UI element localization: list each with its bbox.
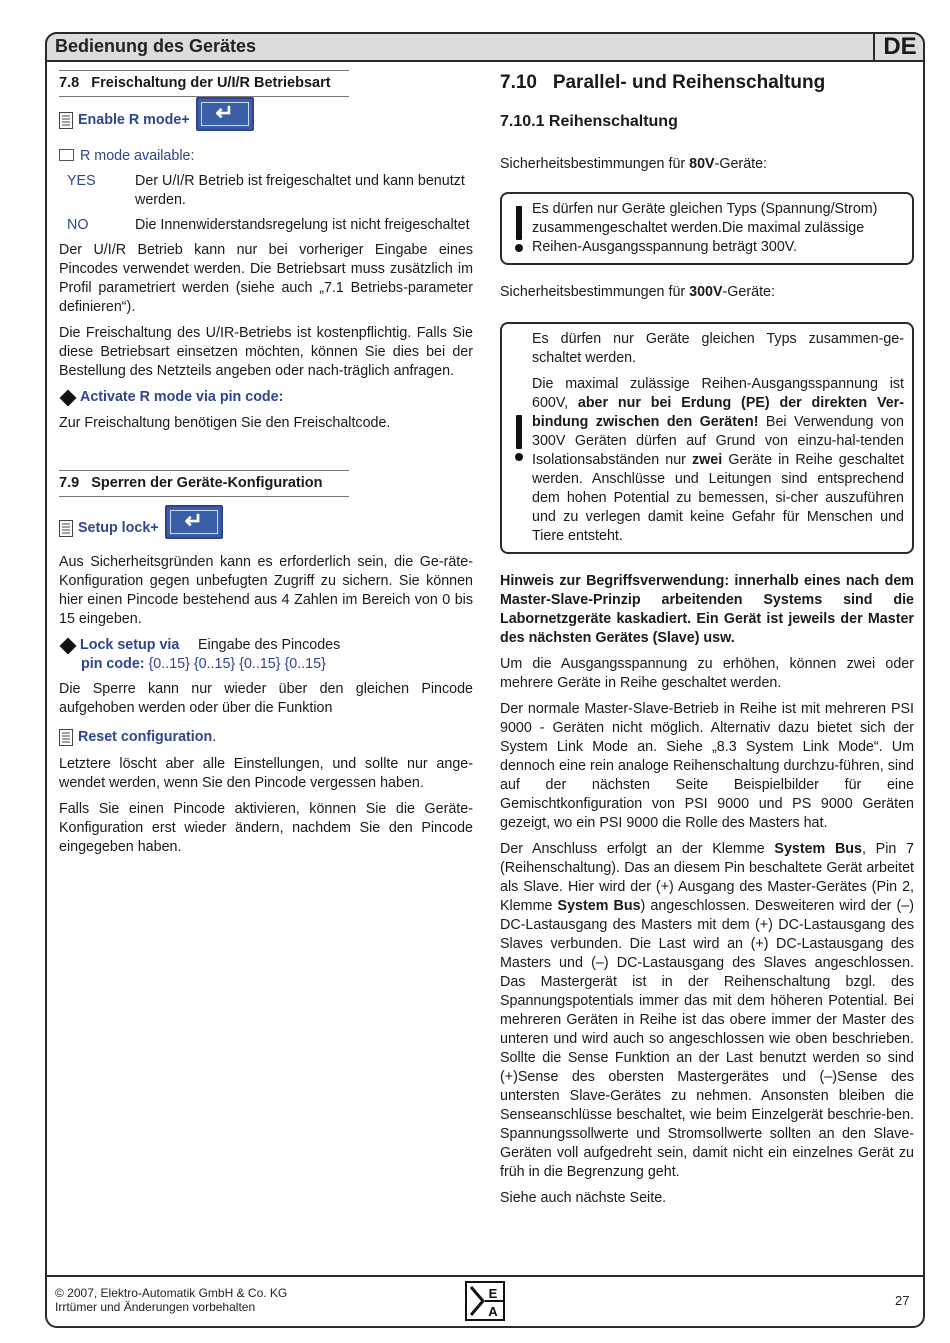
section-title: Sperren der Geräte-Konfiguration (91, 475, 323, 491)
monitor-icon (59, 149, 74, 161)
document-icon (59, 520, 73, 537)
enter-key-icon: ↵ (196, 97, 254, 131)
section-7-8-heading (59, 70, 349, 97)
section-7-9-heading (59, 470, 349, 497)
right-column (500, 70, 914, 1215)
exclamation-icon (512, 194, 526, 263)
text: Die maximal zulässige Reihen-Ausgangsspannung ist 600V, (532, 376, 904, 411)
text: ) angeschlossen. Desweiteren wird der (–) DC-Lastausgang des Masters mit dem (+) DC-Lastausgang des Slaves verbunden. Die Last wird an (+) DC-Lastausgang des Masters und (–) DC-Lastausgang des Slaves angeschlossen. Das Mastergerät ist in der Reihenschaltung bzgl. des Spannungspotentials immer das mit dem höheren Potential. Bei mehreren Geräten in Reihe ist das obere immer der Master des unteren und wird auch so angeschlossen wie oben beschrieben. Sollte die Sense Funktion an der Last benutzt werden so sind (+)Sense des obersten Mastergerätes und (–)Sense des untersten Slave-Gerätes zu nehmen. Ansonsten bleiben die Senseanschlüsse beschaltet, wie beim Einzelgerät beschrie-ben. Spannungssollwerte und Stromsollwerte sollten an den Slave-Geräten voll aufgedreht sein, damit nicht ein einzelnes Gerät zu früh in die Begrenzung geht. (500, 898, 914, 1180)
setup-lock-item (59, 508, 473, 545)
warning-text: Es dürfen nur Geräte gleichen Typs zusammen-ge-schaltet werden. (532, 331, 904, 366)
warning-box-80v (500, 192, 914, 265)
text: -Geräte: (722, 284, 775, 300)
lock-setup-description: Eingabe des Pincodes (198, 637, 341, 653)
left-column (59, 70, 473, 864)
reset-configuration-item (59, 728, 473, 747)
no-key: NO (67, 217, 89, 233)
pin-code-row (81, 655, 473, 674)
footer-divider (45, 1275, 925, 1277)
r-mode-available-label: R mode available: (80, 148, 195, 164)
paragraph: Der U/I/R Betrieb kann nur bei vorheriger Eingabe eines Pincodes verwendet werden. Die Betriebsart muss zusätzlich im Profil parametriert werden (siehe auch „7.1 Betriebs-parameter definieren“). (59, 242, 473, 315)
text-bold: 300V (689, 284, 723, 300)
paragraph: Die Sperre kann nur wieder über den gleichen Pincode aufgehoben werden oder über die Funktion (59, 681, 473, 716)
safety-80v-intro (500, 155, 914, 174)
document-icon (59, 729, 73, 746)
language-badge: DE (873, 32, 925, 62)
no-option (59, 216, 473, 235)
lock-setup-label: Lock setup via (80, 637, 180, 653)
disclaimer: Irrtümer und Änderungen vorbehalten (55, 1300, 256, 1314)
copyright: © 2007, Elektro-Automatik GmbH & Co. KG (55, 1286, 288, 1300)
text: Bei Verwendung von 300V Geräten dürfen auf Grund von einzu-hal-tenden Isolationsabständen nur (532, 414, 904, 468)
paragraph: Zur Freischaltung benötigen Sie den Freischaltcode. (59, 415, 391, 431)
paragraph: Siehe auch nächste Seite. (500, 1190, 667, 1206)
document-icon (59, 112, 73, 129)
activate-r-mode-item (59, 388, 473, 407)
text-bold: 80V (689, 156, 715, 172)
section-number: 7.9 (59, 475, 80, 491)
warning-text (532, 375, 904, 546)
reset-configuration-label: Reset configuration (78, 729, 213, 745)
company-logo-icon (465, 1281, 505, 1321)
footer-text (55, 1286, 287, 1314)
text-bold: System Bus (774, 841, 862, 857)
page-title: Bedienung des Gerätes (55, 36, 257, 56)
paragraph: Der normale Master-Slave-Betrieb in Reihe ist mit mehreren PSI 9000 - Geräten nicht möglich. Alternativ dazu bietet sich der System Link Mode an. Siehe „8.3 System Link Mode“. Um dennoch eine rein analoge Reihenschaltung durchzu-führen, sind auf der nächsten Seite Beispielbilder für eine Gemischtkonfiguration von PSI 9000 und PS 9000 Geräten gezeigt, wo ein PSI 9000 die Rolle des Masters hat. (500, 701, 914, 831)
text: Der Anschluss erfolgt an der Klemme (500, 841, 775, 857)
warning-text: Es dürfen nur Geräte gleichen Typs (Spannung/Strom) zusammengeschaltet werden.Die maximal zulässige Reihen-Ausgangsspannung beträgt 300V. (532, 201, 878, 255)
text: Geräte in Reihe geschaltet werden. Anschlüsse und Leitungen sind entsprechend dem hohen Potential zu bemessen, si-cher auszuführen und zu verlegen damit keine Gefahr für Menschen und Tiere entsteht. (532, 452, 904, 544)
section-title: Freischaltung der U/I/R Betriebsart (91, 75, 331, 91)
paragraph: Aus Sicherheitsgründen kann es erforderlich sein, die Ge-räte-Konfiguration gegen unbefugten Zugriff zu sichern. Sie können hier einen Pincode bestehend aus 4 Zahlen im Bereich von 0 bis 15 eingeben. (59, 554, 473, 627)
no-description: Die Innenwiderstandsregelung ist nicht freigeschaltet (135, 217, 470, 233)
enter-key-icon: ↵ (165, 505, 223, 539)
paragraph: Letztere löscht aber alle Einstellungen, und sollte nur ange-wendet werden, wenn Sie den Pincode vergessen haben. (59, 756, 473, 791)
exclamation-icon (512, 324, 526, 552)
paragraph: Falls Sie einen Pincode aktivieren, können Sie die Geräte-Konfiguration erst wieder ändern, nachdem Sie den Pincode eingegeben haben. (59, 801, 473, 855)
setup-lock-label: Setup lock+ (78, 519, 159, 536)
diamond-bullet-icon (60, 638, 77, 655)
paragraph: Die Freischaltung des U/IR-Betriebs ist kostenpflichtig. Falls Sie diese Betriebsart einsetzen möchten, können Sie dies bei der Bestellung des Netzteils angeben oder nach-träglich anfragen. (59, 325, 473, 379)
text-bold: zwei (692, 452, 723, 468)
svg-text:A: A (488, 1304, 498, 1319)
pin-code-label: pin code: (81, 656, 145, 672)
terminology-note: Hinweis zur Begriffsverwendung: innerhalb eines nach dem Master-Slave-Prinzip arbeitenden Systems sind die Labornetzgeräte kaskadiert. Ein Gerät ist jeweils der Master des nächsten Gerätes (Slave) usw. (500, 573, 914, 646)
text: Sicherheitsbestimmungen für (500, 156, 690, 172)
text: , Pin 7 (Reihenschaltung). Das an diesem Pin beschaltete Gerät arbeitet als Slave. Hier wird der (+) Ausgang des Master-Gerätes (Pin 2, Klemme (500, 841, 915, 914)
text: -Geräte: (714, 156, 768, 172)
yes-description: Der U/I/R Betrieb ist freigeschaltet und kann benutzt werden. (135, 173, 465, 208)
paragraph: Um die Ausgangsspannung zu erhöhen, können zwei oder mehrere Geräte in Reihe geschaltet werden. (500, 656, 914, 691)
warning-box-300v (500, 322, 914, 554)
text-bold: System Bus (557, 898, 641, 914)
svg-text:E: E (488, 1286, 498, 1301)
page-number: 27 (895, 1293, 910, 1308)
paragraph (500, 840, 914, 1182)
text-bold: aber nur bei Erdung (PE) der direkten Ver-bindung zwischen den Geräten! (532, 395, 904, 430)
yes-option (59, 172, 473, 210)
section-7-10-heading: 7.10 Parallel- und Reihenschaltung (500, 72, 826, 93)
r-mode-available-item (59, 147, 473, 166)
enable-r-mode-item (59, 100, 473, 137)
lock-setup-item (59, 636, 473, 655)
activate-r-mode-label: Activate R mode via pin code: (80, 389, 284, 405)
section-7-10-1-heading: 7.10.1 Reihenschaltung (500, 113, 678, 130)
yes-key: YES (67, 173, 96, 189)
text: Sicherheitsbestimmungen für (500, 284, 690, 300)
safety-300v-intro (500, 283, 914, 302)
diamond-bullet-icon (60, 389, 77, 406)
section-number: 7.8 (59, 75, 80, 91)
enable-r-mode-label: Enable R mode+ (78, 111, 190, 128)
period: . (212, 729, 217, 745)
pin-code-values: {0..15} {0..15} {0..15} {0..15} (148, 656, 326, 672)
